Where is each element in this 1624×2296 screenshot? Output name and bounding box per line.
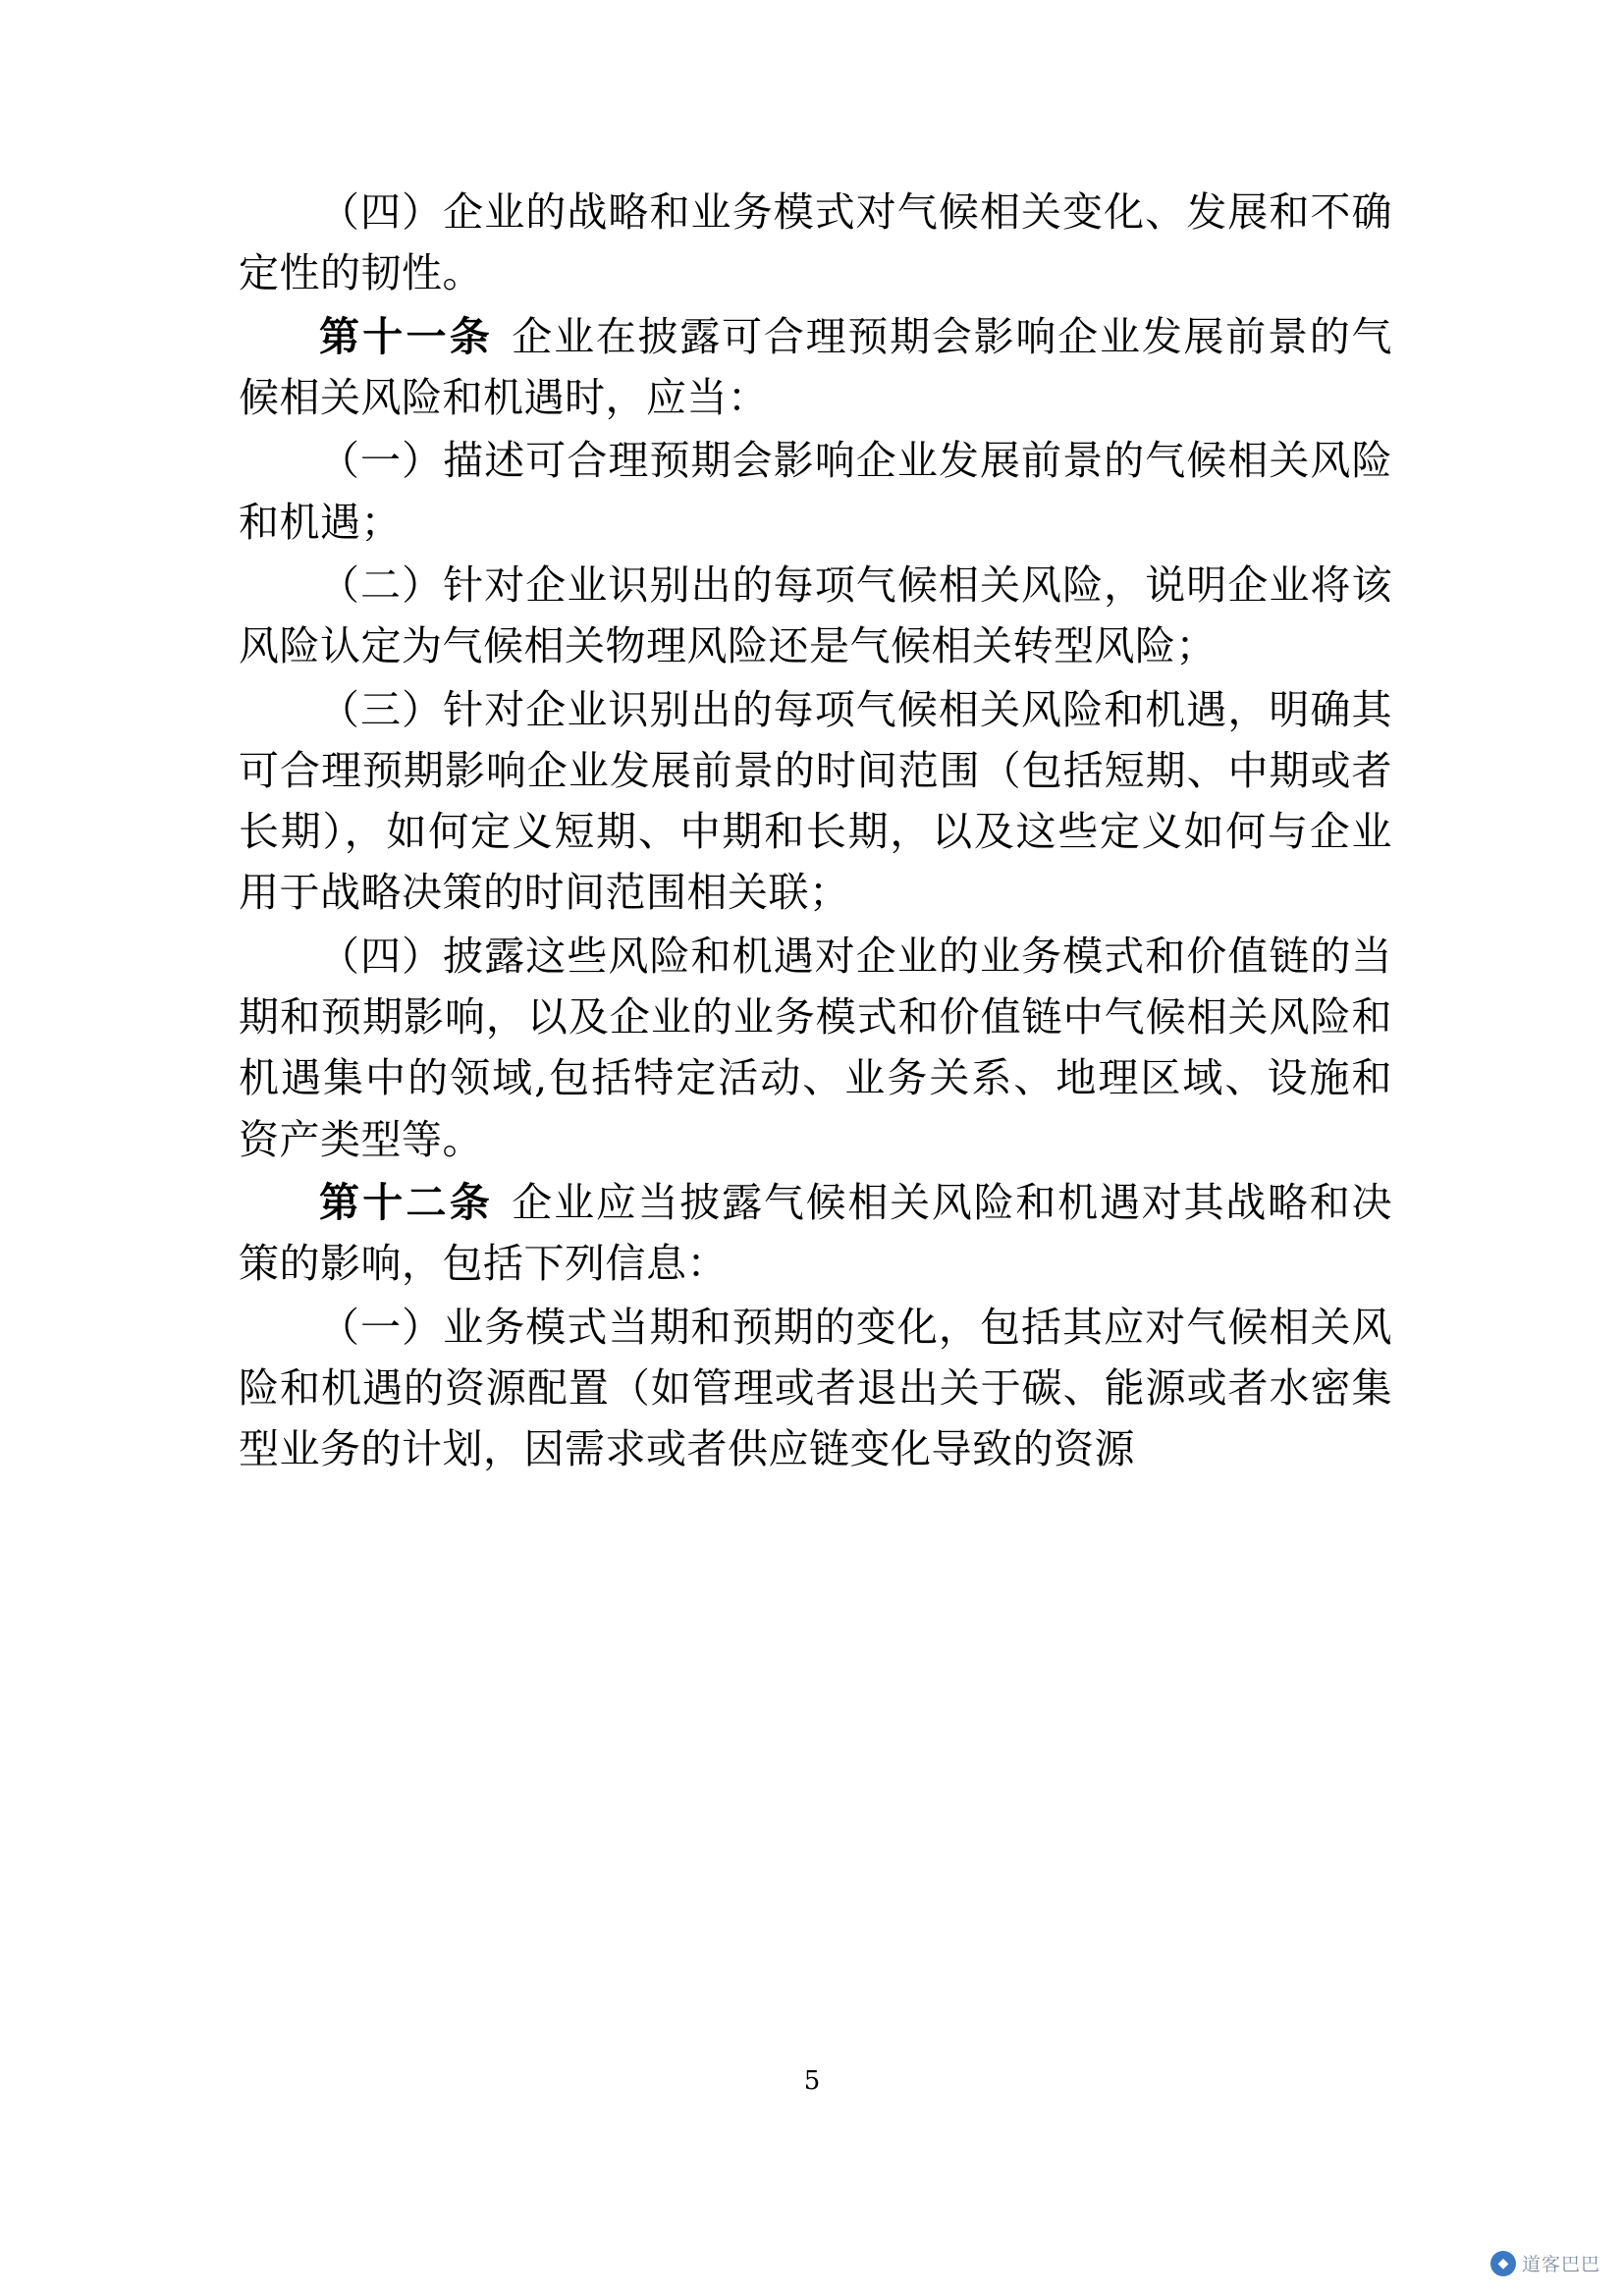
paragraph-11-item-1: （一）描述可合理预期会影响企业发展前景的气候相关风险和机遇； — [239, 437, 1392, 546]
paragraph-item-4-resilience: （四）企业的战略和业务模式对气候相关变化、发展和不确定性的韧性。 — [239, 188, 1392, 297]
paragraph-11-item-3: （三）针对企业识别出的每项气候相关风险和机遇，明确其可合理预期影响企业发展前景的时间范围（包括短期、中期或者长期），如何定义短期、中期和长期，以及这些定义如何与企业用于战略决策的时间范围相关联； — [239, 685, 1392, 917]
paragraph-article-12 — [239, 1172, 1392, 1295]
article-text-12: 企业应当披露气候相关风险和机遇对其战略和决策的影响，包括下列信息： — [239, 1179, 1393, 1288]
paragraph-article-11 — [239, 306, 1392, 429]
watermark-logo-icon: ◆ — [1490, 2251, 1516, 2276]
article-label-11: 第十一条 — [319, 312, 494, 360]
paragraph-11-item-4: （四）披露这些风险和机遇对企业的业务模式和价值链的当期和预期影响，以及企业的业务模式和价值链中气候相关风险和机遇集中的领域,包括特定活动、业务关系、地理区域、设施和资产类型等。 — [239, 932, 1392, 1163]
article-text-11: 企业在披露可合理预期会影响企业发展前景的气候相关风险和机遇时，应当： — [239, 312, 1393, 421]
document-body — [239, 182, 1392, 1482]
watermark-label: 道客巴巴 — [1521, 2255, 1600, 2275]
article-label-12: 第十二条 — [319, 1179, 494, 1226]
watermark — [1490, 2250, 1600, 2276]
paragraph-12-item-1: （一）业务模式当期和预期的变化，包括其应对气候相关风险和机遇的资源配置（如管理或者退出关于碳、能源或者水密集型业务的计划，因需求或者供应链变化导致的资源 — [239, 1303, 1392, 1473]
paragraph-11-item-2: （二）针对企业识别出的每项气候相关风险，说明企业将该风险认定为气候相关物理风险还是气候相关转型风险； — [239, 561, 1392, 670]
page-number: 5 — [803, 2066, 821, 2096]
